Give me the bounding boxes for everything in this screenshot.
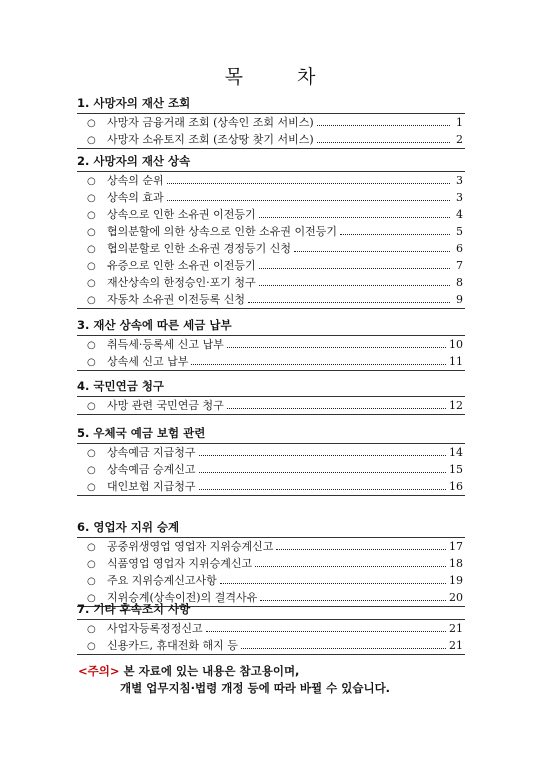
section-item-list (77, 396, 465, 415)
circle-bullet-icon: ○ (87, 559, 96, 570)
dot-leader (199, 478, 446, 490)
toc-entry (77, 240, 465, 257)
toc-entry (77, 172, 465, 189)
circle-bullet-icon: ○ (87, 357, 96, 368)
toc-entry-label: 상속의 순위 (107, 174, 164, 187)
dot-leader (227, 336, 446, 348)
toc-entry-page: 3 (456, 191, 463, 204)
section-title: 6. 영업자 지위 승계 (77, 520, 180, 534)
dot-leader (340, 223, 450, 235)
toc-entry-page: 16 (449, 480, 463, 493)
dot-leader (294, 240, 450, 252)
toc-entry-label: 상속예금 승계신고 (107, 463, 196, 476)
toc-entry (77, 131, 465, 148)
toc-entry-label: 재산상속의 한정승인·포기 청구 (107, 276, 256, 289)
section-title: 3. 재산 상속에 따른 세금 납부 (77, 318, 232, 332)
toc-section (77, 153, 465, 309)
dot-leader (259, 206, 450, 218)
circle-bullet-icon: ○ (87, 593, 96, 604)
toc-entry-label: 상속으로 인한 소유권 이전등기 (107, 208, 256, 221)
toc-entry (77, 336, 465, 353)
toc-entry-label: 지위승계(상속이전)의 결격사유 (107, 591, 258, 604)
circle-bullet-icon: ○ (87, 465, 96, 476)
toc-entry (77, 572, 465, 589)
circle-bullet-icon: ○ (87, 193, 96, 204)
circle-bullet-icon: ○ (87, 135, 96, 146)
toc-entry-label: 취득세·등록세 신고 납부 (107, 338, 224, 351)
toc-entry-page: 15 (449, 463, 463, 476)
toc-entry-label: 사망 관련 국민연금 청구 (107, 399, 224, 412)
circle-bullet-icon: ○ (87, 482, 96, 493)
toc-entry (77, 223, 465, 240)
caution-line-1 (78, 663, 478, 680)
toc-entry-page: 8 (456, 276, 463, 289)
circle-bullet-icon: ○ (87, 118, 96, 129)
dot-leader (259, 257, 450, 269)
caution-tag: <주의> (78, 664, 120, 678)
dot-leader (259, 274, 450, 286)
toc-entry-label: 사망자 금융거래 조회 (상속인 조회 서비스) (107, 116, 314, 129)
toc-entry (77, 637, 465, 654)
section-item-list (77, 171, 465, 309)
dot-leader (260, 589, 446, 601)
toc-entry-label: 상속세 신고 납부 (107, 355, 189, 368)
section-item-list (77, 537, 465, 607)
circle-bullet-icon: ○ (87, 641, 96, 652)
section-item-list (77, 113, 465, 149)
dot-leader (167, 189, 450, 201)
toc-entry (77, 189, 465, 206)
toc-entry-label: 대인보험 지급청구 (107, 480, 196, 493)
toc-entry-label: 상속예금 지급청구 (107, 446, 196, 459)
section-item-list (77, 619, 465, 655)
toc-entry-label: 상속의 효과 (107, 191, 164, 204)
toc-entry (77, 538, 465, 555)
toc-entry-page: 2 (456, 133, 463, 146)
toc-entry-label: 협의분할에 의한 상속으로 인한 소유권 이전등기 (107, 225, 338, 238)
dot-leader (199, 444, 446, 456)
circle-bullet-icon: ○ (87, 244, 96, 255)
circle-bullet-icon: ○ (87, 176, 96, 187)
caution-text-1: 본 자료에 있는 내용은 참고용이며, (123, 664, 300, 678)
toc-entry (77, 274, 465, 291)
section-item-list (77, 443, 465, 496)
toc-entry-label: 사업자등록정정신고 (107, 622, 203, 635)
circle-bullet-icon: ○ (87, 340, 96, 351)
toc-entry-label: 신용카드, 휴대전화 해지 등 (107, 639, 238, 652)
circle-bullet-icon: ○ (87, 227, 96, 238)
toc-entry-label: 협의분할로 인한 소유권 경정등기 신청 (107, 242, 292, 255)
toc-entry-page: 7 (456, 259, 463, 272)
toc-section (77, 425, 465, 496)
toc-entry (77, 257, 465, 274)
caution-note (78, 663, 478, 697)
toc-entry-page: 18 (449, 557, 463, 570)
circle-bullet-icon: ○ (87, 542, 96, 553)
toc-entry-label: 자동차 소유권 이전등록 신청 (107, 293, 246, 306)
toc-entry-page: 21 (449, 639, 463, 652)
dot-leader (317, 131, 450, 143)
toc-section (77, 378, 465, 415)
dot-leader (317, 114, 450, 126)
section-item-list (77, 335, 465, 371)
toc-entry-page: 21 (449, 622, 463, 635)
toc-entry-page: 20 (449, 591, 463, 604)
toc-entry-page: 3 (456, 174, 463, 187)
toc-entry (77, 291, 465, 308)
toc-entry-page: 4 (456, 208, 463, 221)
circle-bullet-icon: ○ (87, 576, 96, 587)
toc-entry-page: 10 (449, 338, 463, 351)
section-title: 7. 기타 후속조치 사항 (77, 602, 191, 616)
dot-leader (220, 572, 446, 584)
toc-entry-label: 유증으로 인한 소유권 이전등기 (107, 259, 256, 272)
toc-entry-page: 6 (456, 242, 463, 255)
dot-leader (191, 353, 446, 365)
circle-bullet-icon: ○ (87, 624, 96, 635)
dot-leader (206, 620, 446, 632)
caution-text-2: 개별 업무지침·법령 개정 등에 따라 바뀔 수 있습니다. (120, 681, 391, 695)
toc-entry-label: 사망자 소유토지 조회 (조상땅 찾기 서비스) (107, 133, 314, 146)
toc-entry-page: 17 (449, 540, 463, 553)
toc-entry-page: 11 (449, 355, 463, 368)
dot-leader (276, 538, 446, 550)
toc-entry-page: 5 (456, 225, 463, 238)
circle-bullet-icon: ○ (87, 295, 96, 306)
dot-leader (248, 291, 450, 303)
toc-section (77, 601, 465, 655)
circle-bullet-icon: ○ (87, 210, 96, 221)
toc-entry (77, 353, 465, 370)
circle-bullet-icon: ○ (87, 448, 96, 459)
toc-entry (77, 397, 465, 414)
dot-leader (227, 397, 446, 409)
circle-bullet-icon: ○ (87, 401, 96, 412)
toc-entry (77, 620, 465, 637)
toc-entry-page: 1 (456, 116, 463, 129)
toc-entry (77, 478, 465, 495)
circle-bullet-icon: ○ (87, 261, 96, 272)
toc-entry-page: 12 (449, 399, 463, 412)
toc-entry (77, 206, 465, 223)
dot-leader (199, 461, 446, 473)
toc-entry-label: 식품영업 영업자 지위승계신고 (107, 557, 253, 570)
toc-entry (77, 555, 465, 572)
toc-section (77, 317, 465, 371)
dot-leader (255, 555, 446, 567)
toc-section (77, 519, 465, 607)
toc-entry (77, 461, 465, 478)
section-title: 2. 사망자의 재산 상속 (77, 154, 191, 168)
section-title: 4. 국민연금 청구 (77, 379, 165, 393)
toc-entry-page: 9 (456, 293, 463, 306)
toc-section (77, 95, 465, 149)
toc-entry-page: 19 (449, 574, 463, 587)
toc-entry-label: 공중위생영업 영업자 지위승계신고 (107, 540, 274, 553)
circle-bullet-icon: ○ (87, 278, 96, 289)
toc-entry (77, 114, 465, 131)
section-title: 1. 사망자의 재산 조회 (77, 96, 191, 110)
dot-leader (241, 637, 446, 649)
toc-entry-label: 주요 지위승계신고사항 (107, 574, 217, 587)
dot-leader (167, 172, 450, 184)
section-title: 5. 우체국 예금 보험 관련 (77, 426, 206, 440)
toc-entry-page: 14 (449, 446, 463, 459)
page-title: 목 차 (224, 66, 340, 88)
toc-entry (77, 444, 465, 461)
